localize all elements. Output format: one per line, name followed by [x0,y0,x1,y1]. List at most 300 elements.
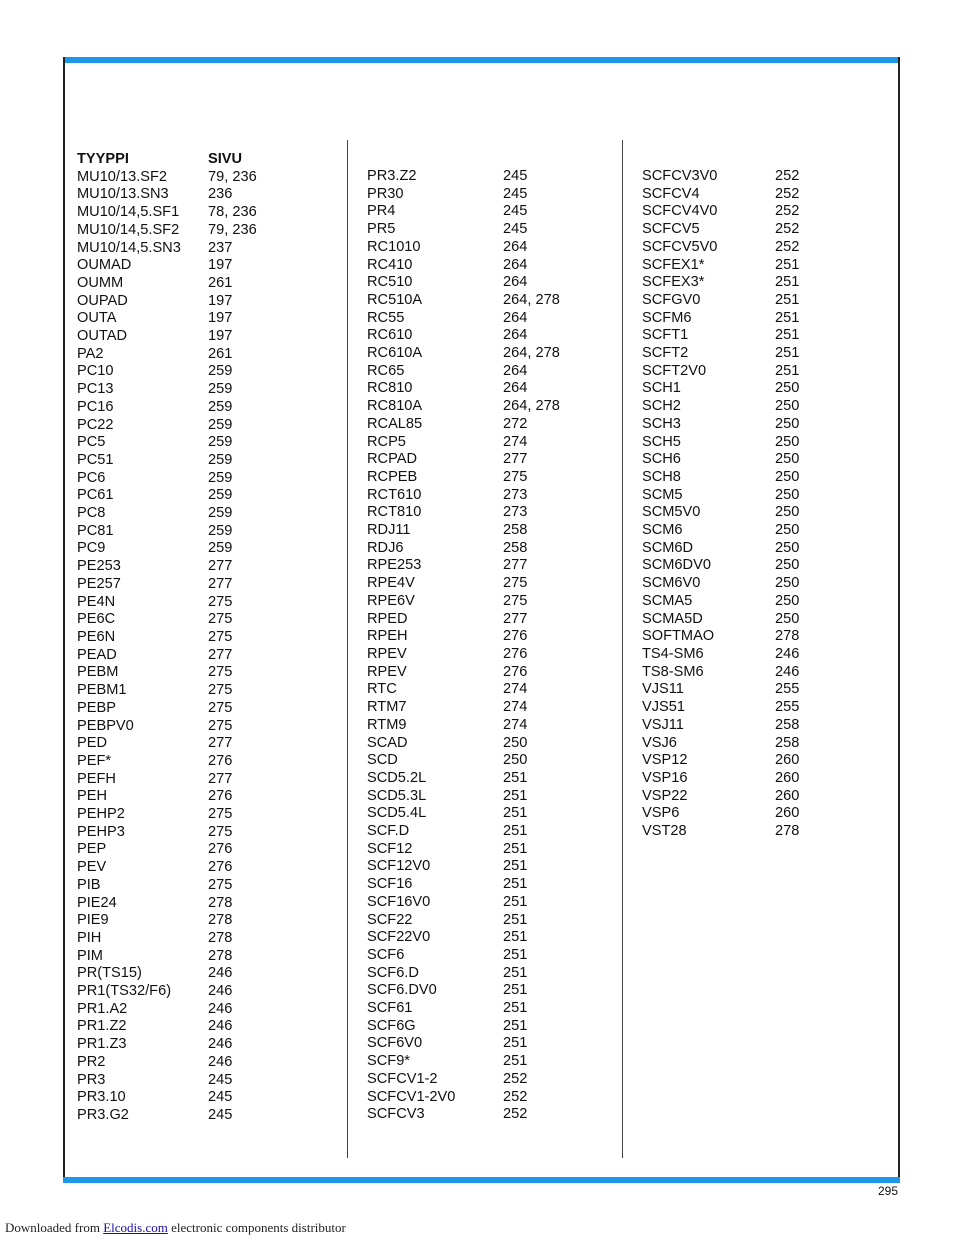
page-ref: 275 [208,611,233,628]
type-code: SCM5 [642,486,683,503]
page-ref: 251 [503,769,528,786]
index-row [642,611,799,629]
index-row [77,912,257,930]
type-code: SCF16 [367,876,413,893]
page-ref: 251 [503,982,528,999]
type-code: RCAL85 [367,415,423,432]
page-frame-right [898,57,900,1183]
page-ref: 251 [775,362,800,379]
type-code: PR3.G2 [77,1106,129,1123]
index-row [77,1054,257,1072]
page-ref: 197 [208,292,233,309]
page-ref: 250 [775,486,800,503]
type-code: RCPEB [367,468,418,485]
page-ref: 275 [208,682,233,699]
index-row [367,611,560,629]
page-ref: 250 [775,592,800,609]
index-row [77,470,257,488]
type-code: SCFM6 [642,309,692,326]
page-ref: 246 [775,645,800,662]
type-code: RPEV [367,663,407,680]
index-row [367,646,560,664]
index-row [642,203,799,221]
type-code: SCFCV1-2V0 [367,1088,456,1105]
page-ref: 250 [775,522,800,539]
page-ref: 250 [775,398,800,415]
page-ref: 260 [775,805,800,822]
type-code: RC610 [367,327,413,344]
page-ref: 276 [503,628,528,645]
type-code: MU10/13.SF2 [77,168,168,185]
type-code: RCT810 [367,504,422,521]
type-code: PEP [77,841,107,858]
index-row [77,771,257,789]
page-ref: 275 [208,699,233,716]
index-row [642,274,799,292]
index-row [77,346,257,364]
index-row [77,240,257,258]
index-row [367,770,560,788]
type-code: SCFGV0 [642,291,701,308]
page-ref: 261 [208,274,233,291]
index-row [642,469,799,487]
index-row [77,594,257,612]
type-code: SCF16V0 [367,893,431,910]
type-header: TYYPPI [77,151,129,167]
page-ref: 272 [503,415,528,432]
index-row [77,169,257,187]
type-code: TS4-SM6 [642,645,704,662]
footer-link[interactable]: Elcodis.com [103,1220,168,1235]
index-row [367,717,560,735]
index-row [367,380,560,398]
index-row [642,699,799,717]
page-ref: 251 [503,787,528,804]
page-ref: 259 [208,398,233,415]
page-ref: 275 [503,592,528,609]
page-ref: 251 [503,1053,528,1070]
index-row [367,451,560,469]
page-ref: 276 [208,788,233,805]
page-ref: 275 [208,823,233,840]
page-ref: 237 [208,239,233,256]
page-ref: 277 [208,646,233,663]
type-code: PEHP3 [77,823,125,840]
index-row [367,398,560,416]
type-code: PIB [77,876,101,893]
index-row [77,576,257,594]
index-column-1 [77,151,257,1125]
page-ref: 277 [208,575,233,592]
page-number: 295 [877,1184,898,1198]
index-row [642,310,799,328]
type-code: SCMA5 [642,592,693,609]
page-ref: 251 [503,876,528,893]
page-ref: 278 [208,947,233,964]
page-ref: 259 [208,451,233,468]
type-code: SCFCV3 [367,1106,425,1123]
index-row [367,540,560,558]
type-code: PC51 [77,451,114,468]
page-ref: 264 [503,309,528,326]
page-ref: 251 [503,858,528,875]
type-code: RC55 [367,309,405,326]
index-row [367,310,560,328]
type-code: RCPAD [367,451,418,468]
type-code: SCFCV5V0 [642,238,718,255]
page-ref: 258 [503,539,528,556]
page-ref: 246 [208,1000,233,1017]
index-row [367,522,560,540]
index-row [642,345,799,363]
page-ref: 275 [503,575,528,592]
page-ref: 258 [775,734,800,751]
page-ref: 197 [208,310,233,327]
type-code: SCM5V0 [642,504,701,521]
index-row [367,221,560,239]
index-row [77,824,257,842]
index-row [77,983,257,1001]
page-ref: 276 [503,663,528,680]
page-ref: 259 [208,505,233,522]
index-row [77,629,257,647]
index-row [367,965,560,983]
page-ref: 264, 278 [503,291,560,308]
index-row [367,664,560,682]
type-code: PEFH [77,770,116,787]
index-row [77,965,257,983]
index-row [367,912,560,930]
type-code: SCFCV5 [642,221,700,238]
index-row [642,788,799,806]
index-row [642,681,799,699]
page-ref: 274 [503,681,528,698]
type-code: PR1(TS32/F6) [77,983,172,1000]
type-code: RCT610 [367,486,422,503]
page-ref: 261 [208,345,233,362]
type-code: RTM9 [367,716,407,733]
index-row [367,1106,560,1124]
index-row [367,1071,560,1089]
type-code: SCF61 [367,1000,413,1017]
index-row [77,558,257,576]
page-ref: 246 [208,1053,233,1070]
index-row [367,257,560,275]
page-ref: 252 [775,203,800,220]
index-row [77,788,257,806]
index-row [642,363,799,381]
page-header: SIVU [208,151,243,167]
type-code: SCFCV3V0 [642,168,718,184]
index-row [642,398,799,416]
page-ref: 245 [208,1071,233,1088]
type-code: PC13 [77,381,114,398]
index-row [642,221,799,239]
page-ref: 251 [775,327,800,344]
page-ref: 251 [503,893,528,910]
type-code: RC1010 [367,238,421,255]
index-row [77,487,257,505]
type-code: RPE6V [367,592,415,609]
type-code: OUPAD [77,292,128,309]
index-row [642,504,799,522]
type-code: PIE24 [77,894,117,911]
index-row [367,469,560,487]
type-code: SCH5 [642,433,681,450]
type-code: PR2 [77,1053,106,1070]
index-column-3 [642,168,799,841]
type-code: RC510 [367,274,413,291]
page-ref: 251 [775,274,800,291]
type-code: SCF.D [367,823,410,840]
type-code: RPE253 [367,557,422,574]
page-ref: 250 [503,752,528,769]
index-row [642,292,799,310]
index-row [77,1089,257,1107]
page-ref: 245 [208,1106,233,1123]
type-code: VSP6 [642,805,680,822]
type-code: PR1.A2 [77,1000,128,1017]
index-row [367,292,560,310]
index-row [367,593,560,611]
page-ref: 259 [208,522,233,539]
type-code: SCFT2 [642,345,689,362]
page-ref: 276 [208,841,233,858]
footer-prefix: Downloaded from [5,1220,104,1235]
type-code: RC610A [367,345,423,362]
type-code: SCFCV4V0 [642,203,718,220]
type-code: SOFTMAO [642,628,715,645]
type-code: PC5 [77,434,106,451]
type-code: VSJ6 [642,734,677,751]
index-row [77,204,257,222]
footer-suffix: electronic components distributor [167,1220,346,1235]
type-code: SCF12V0 [367,858,431,875]
download-footer [5,1220,346,1236]
index-row [642,557,799,575]
type-code: PR3 [77,1071,106,1088]
page-ref: 246 [208,983,233,1000]
type-code: SCD [367,752,398,769]
index-row [77,682,257,700]
page-ref: 276 [208,752,233,769]
type-code: VSP22 [642,787,688,804]
index-row [642,434,799,452]
page-ref: 251 [503,1017,528,1034]
type-code: SCF6.D [367,964,419,981]
type-code: OUTA [77,310,117,327]
page-ref: 258 [503,522,528,539]
index-row [642,628,799,646]
page-ref: 264 [503,327,528,344]
type-code: SCM6 [642,522,683,539]
type-code: OUMAD [77,257,132,274]
index-row [367,327,560,345]
type-code: SCM6V0 [642,575,701,592]
type-code: RPE4V [367,575,415,592]
page-ref: 250 [775,504,800,521]
page-ref: 259 [208,381,233,398]
page-ref: 275 [208,628,233,645]
column-divider-2 [622,140,623,1158]
page-ref: 197 [208,257,233,274]
index-row [367,947,560,965]
page-ref: 273 [503,504,528,521]
page-ref: 245 [208,1089,233,1106]
index-row [77,1001,257,1019]
index-row [367,345,560,363]
page-ref: 278 [208,929,233,946]
type-code: TS8-SM6 [642,663,704,680]
type-code: PIM [77,947,103,964]
index-row [77,895,257,913]
index-row [642,540,799,558]
page-ref: 264 [503,274,528,291]
type-code: PC61 [77,487,114,504]
page-ref: 277 [208,770,233,787]
type-code: PC9 [77,540,106,557]
type-code: RTM7 [367,699,407,716]
index-row [367,274,560,292]
page-ref: 236 [208,186,233,203]
type-code: SCH2 [642,398,681,415]
index-row [367,823,560,841]
page-ref: 251 [503,911,528,928]
index-row [642,257,799,275]
page-ref: 197 [208,328,233,345]
page-ref: 251 [503,1000,528,1017]
type-code: RC810 [367,380,413,397]
page-frame-left [63,57,65,1183]
type-code: VSP12 [642,752,688,769]
type-code: OUTAD [77,328,127,345]
type-code: SCH6 [642,451,681,468]
type-code: SCF6V0 [367,1035,423,1052]
page-ref: 264, 278 [503,398,560,415]
index-row [642,487,799,505]
index-row [77,399,257,417]
column-divider-1 [347,140,348,1158]
page-ref: 277 [503,557,528,574]
index-row [77,222,257,240]
index-row [642,522,799,540]
index-row [77,841,257,859]
page-ref: 251 [503,805,528,822]
page-ref: 276 [208,859,233,876]
page-ref: 251 [775,291,800,308]
index-row [77,877,257,895]
page-ref: 252 [775,185,800,202]
index-row [77,363,257,381]
index-row [77,664,257,682]
index-row [367,681,560,699]
page-ref: 246 [208,1036,233,1053]
index-row [367,168,560,186]
page-ref: 252 [503,1106,528,1123]
page-ref: 274 [503,699,528,716]
type-code: PE253 [77,558,121,575]
type-code: PC10 [77,363,114,380]
page-ref: 258 [775,716,800,733]
index-row [77,647,257,665]
page-ref: 255 [775,699,800,716]
page-ref: 250 [775,468,800,485]
page-ref: 245 [503,185,528,202]
index-row [77,611,257,629]
top-blue-rule [63,57,900,63]
page-ref: 278 [775,628,800,645]
index-row [367,1089,560,1107]
index-row [367,858,560,876]
type-code: RCP5 [367,433,406,450]
type-code: SCFT1 [642,327,689,344]
type-code: SCFT2V0 [642,362,707,379]
type-code: VSP16 [642,769,688,786]
page-ref: 259 [208,487,233,504]
index-row [77,753,257,771]
page-ref: 246 [208,1018,233,1035]
page-ref: 252 [775,221,800,238]
index-row [77,452,257,470]
index-row [77,1107,257,1125]
type-code: PR(TS15) [77,965,142,982]
index-row [367,788,560,806]
index-row [367,699,560,717]
page-ref: 255 [775,681,800,698]
type-code: PEBM1 [77,682,127,699]
bottom-blue-rule [63,1177,900,1183]
type-code: SCAD [367,734,408,751]
page-ref: 260 [775,752,800,769]
type-code: PA2 [77,345,104,362]
type-code: SCF22 [367,911,413,928]
page-ref: 259 [208,363,233,380]
index-row [367,203,560,221]
page-ref: 264 [503,238,528,255]
index-row [642,717,799,735]
type-code: PEBM [77,664,119,681]
page-ref: 275 [208,664,233,681]
page-ref: 277 [503,610,528,627]
type-code: SCFEX1* [642,256,705,273]
page-ref: 275 [208,876,233,893]
page-ref: 250 [775,415,800,432]
index-row [77,505,257,523]
type-code: SCH8 [642,468,681,485]
page-ref: 250 [775,557,800,574]
type-code: PR1.Z3 [77,1036,127,1053]
page-ref: 246 [775,663,800,680]
index-row [77,1036,257,1054]
page-ref: 252 [775,238,800,255]
type-code: MU10/14,5.SF1 [77,204,180,221]
index-row [367,752,560,770]
page-ref: 277 [503,451,528,468]
index-row [367,1053,560,1071]
page-ref: 259 [208,469,233,486]
index-row [77,806,257,824]
type-code: RPEH [367,628,408,645]
index-row [77,275,257,293]
index-row [77,930,257,948]
page-ref: 278 [775,823,800,840]
type-code: PC16 [77,398,114,415]
type-code: SCM6D [642,539,694,556]
index-row [642,805,799,823]
type-code: RPED [367,610,408,627]
index-row [367,186,560,204]
index-row [642,327,799,345]
